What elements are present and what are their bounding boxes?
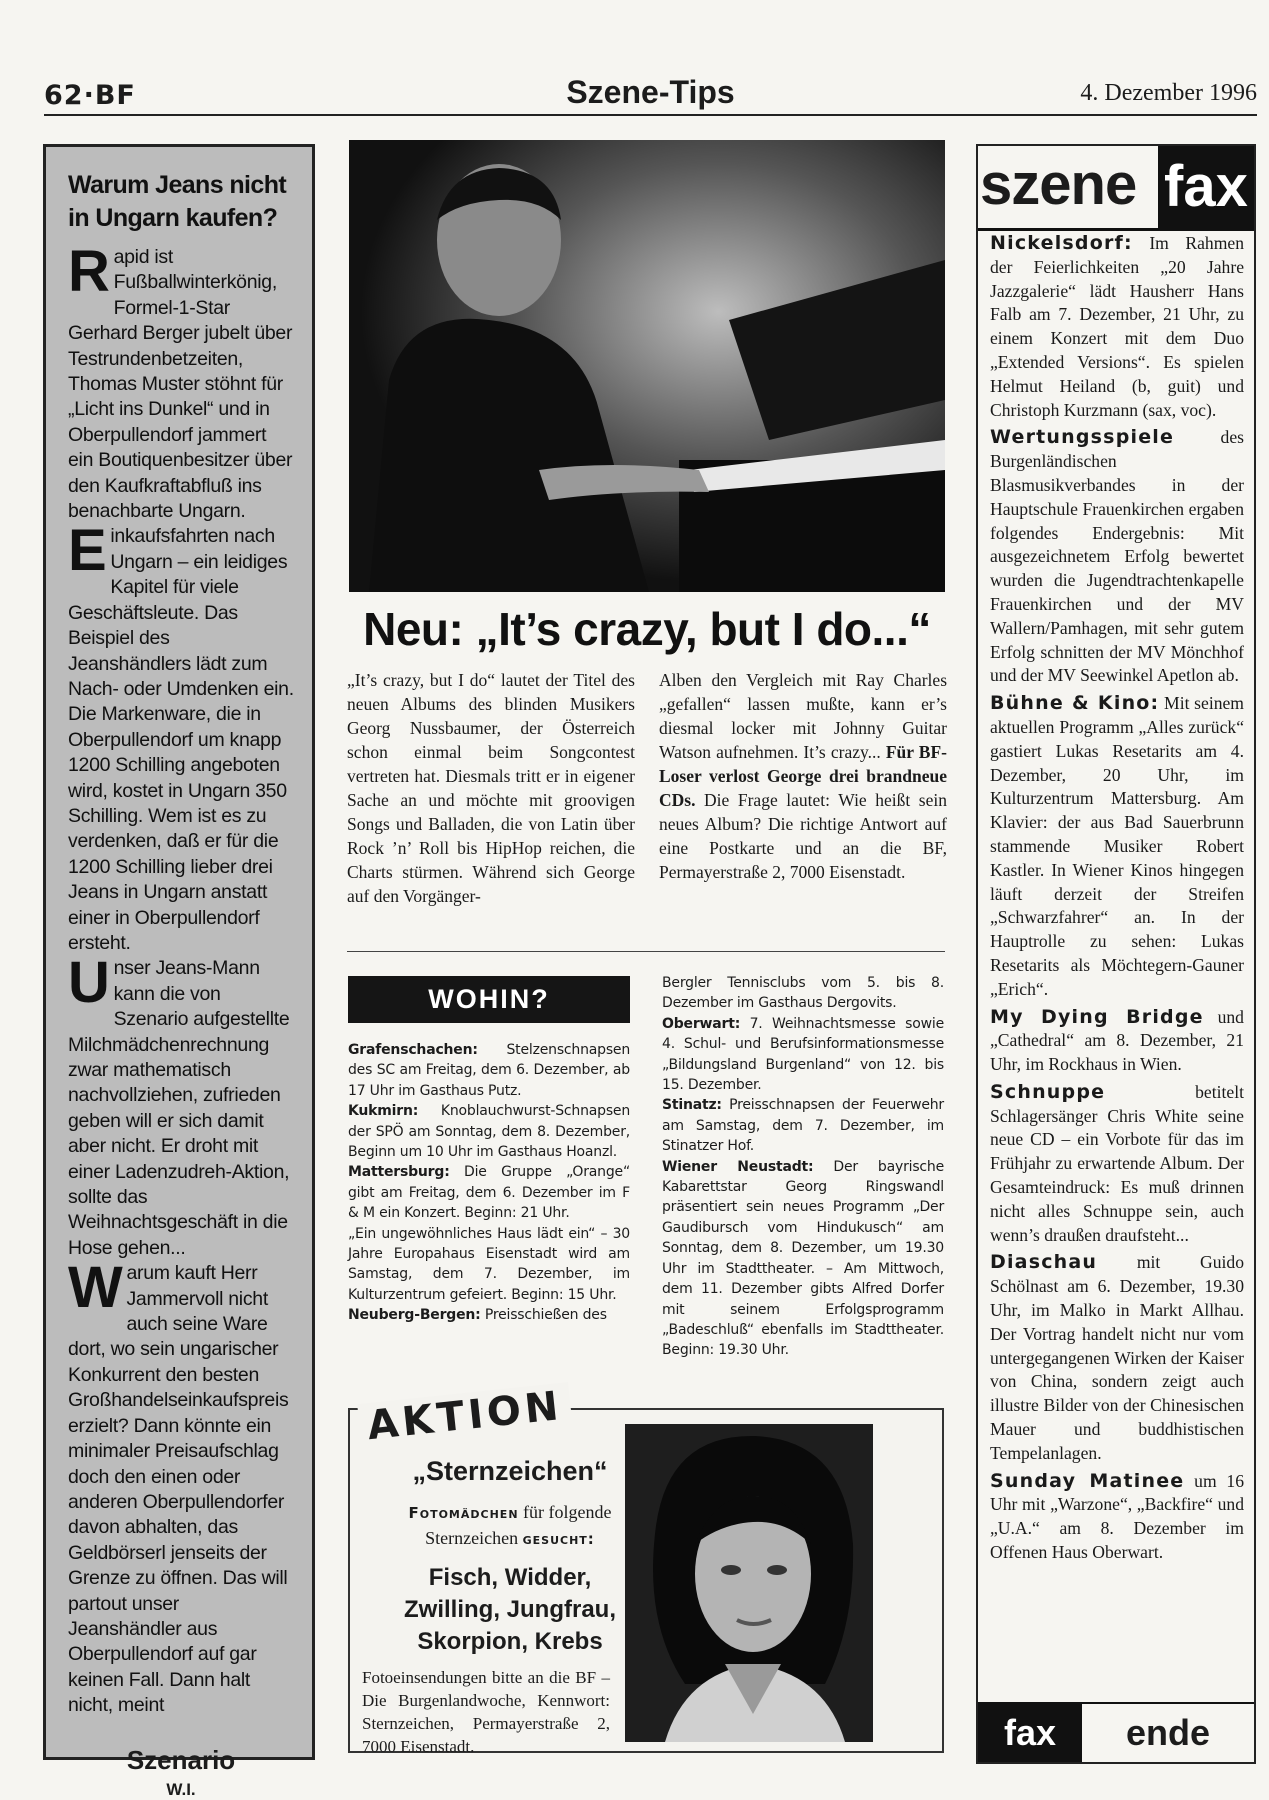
event-item: Kukmirn: Knoblauchwurst-Schnapsen der SPÖ am Sonntag, dem 8. Dezember, Beginn um 10 Uhr im Gasthaus Hoanzl. [348,1103,630,1161]
event-item: „Ein ungewöhnliches Haus lädt ein“ – 30 Jahre Europahaus Eisenstadt wird am Samstag, dem 7. Dezember, im Kulturzentrum gefeiert. Beginn: 15 Uhr. [348,1225,630,1303]
drop-cap: R [68,239,110,304]
fax-item: Wertungsspiele des Burgenländischen Blasmusikverbandes in der Hauptschule Frauenkirchen ergaben folgendes Endergebnis: Mit ausgezeichnetem Erfolg bewertet wurden die Jugendtrachtenkapelle Frauenkirchen und der MV Wallern/Pamhagen, mit sehr gutem Erfolg schnitten der MV Mönchhof und der MV Seewinkel Apetlon ab. [990,426,1244,686]
aktion-subtitle: „Sternzeichen“ [412,1456,608,1486]
wohin-column-2 [662,973,944,1361]
commentary-column [43,144,315,1799]
fax-item: My Dying Bridge und „Cathedral“ am 8. Dezember, 21 Uhr, im Rockhaus in Wien. [990,1005,1244,1075]
szenefax-column [976,144,1256,1764]
divider [347,951,945,952]
zodiac-list: Fisch, Widder, Zwilling, Jungfrau, Skorpion, Krebs [404,1564,616,1655]
commentary-title: Warum Jeans nicht in Ungarn kaufen? [68,171,287,232]
aktion-title: AKTION [357,1382,572,1450]
szenefax-items [990,232,1244,1569]
article-headline: Neu: „It’s crazy, but I do...“ [363,603,931,655]
author-initials: W.I. [166,1779,196,1799]
article-column-1: „It’s crazy, but I do“ lautet der Titel des neuen Albums des blinden Musikers Georg Nussbaumer, der Österreich schon einmal beim Songcontest vertreten hat. Diesmals tritt er in eigener Sache an und möchte mit groovigen Songs und Balladen, die von Latin über Rock ’n’ Roll bis HipHop reichen, die Charts stürmen. Während sich George auf den Vorgänger- [347,670,635,906]
fax-item: Schnuppe betitelt Schlagersänger Chris White seine neue CD – ein Vorbote für das im Frühjahr zu erwartende Album. Der Gesamteindruck: Es muß drinnen nicht alles Schnuppe sein, auch wenn’s draußen draufsteht... [990,1080,1244,1245]
aktion-box [348,1382,944,1756]
fax-item: Sunday Matinee um 16 Uhr mit „Warzone“, „Backfire“ und „U.A.“ am 8. Dezember im Offenen Haus Oberwart. [990,1469,1244,1563]
drop-cap: E [68,518,107,584]
contest-highlight: Für BF-Loser verlost George drei brandneue CDs. [659,742,947,810]
wohin-column-1 [348,1040,630,1326]
issue-date: 4. Dezember 1996 [1080,80,1257,106]
drop-cap: W [68,1255,123,1321]
fax-item: Nickelsdorf: Im Rahmen der Feierlichkeiten „20 Jahre Jazzgalerie“ lädt Hausherr Hans Falb am 7. Dezember, 21 Uhr, zu einem Konzert mit dem Duo „Extended Versions“. Es spielen Helmut Heiland (b, guit) und Christoph Kurzmann (sax, voc). [990,232,1244,420]
page-header [44,74,1257,116]
commentary-paragraph-3: Unser Jeans-Mann kann die von Szenario aufgestellte Milchmädchenrechnung zwar mathematisch nachvollziehen, zufrieden geben will er sich damit aber nicht. Er droht mit einer Ladenzudreh-Aktion, sollte das Weihnachtsgeschäft in die Hose gehen... [68,950,290,1259]
portrait-photo [625,1424,873,1742]
szenefax-logo: szene fax [978,146,1254,231]
event-item: Grafenschachen: Stelzenschnapsen des SC am Freitag, dem 6. Dezember, ab 17 Uhr im Gasthaus Putz. [348,1042,630,1099]
aktion-line-1: Fotomädchen für folgende [408,1502,612,1522]
commentary-paragraph-1: Rapid ist Fußballwinterkönig, Formel-1-Star Gerhard Berger jubelt über Testrundenbetzeiten, Thomas Muster stöhnt für „Licht ins Dunkel“ und in Oberpullendorf jammert ein Boutiquenbesitzer über den Kaufkraftabfluß ins benachbarte Ungarn. [68,239,293,523]
fax-ende-footer: fax ende [978,1702,1254,1762]
signature-block [68,1745,294,1800]
page-number: 62·BF [44,80,136,111]
event-item: Bergler Tennisclubs vom 5. bis 8. Dezember im Gasthaus Dergovits. [662,975,944,1012]
article-column-2: Alben den Vergleich mit Ray Charles „gefallen“ lassen mußte, kann er’s diesmal locker mit Johnny Guitar Watson aufnehmen. It’s crazy... Für BF-Loser verlost George drei brandneue CDs. Die Frage lautet: Wie heißt sein neues Album? Die richtige Antwort auf eine Postkarte und an die BF, Permayerstraße 2, 7000 Eisenstadt. [659,670,947,882]
event-item: Wiener Neustadt: Der bayrische Kabarettstar Georg Ringswandl präsentiert sein neues Programm „Der Gaudibursch vom Hindukusch“ am Sonntag, dem 8. Dezember, um 19.30 Uhr im Stadttheater. – Am Mittwoch, dem 11. Dezember gibts Alfred Dorfer mit seinem Erfolgsprogramm „Badeschluß“ ebenfalls im Stadttheater. Beginn: 19.30 Uhr. [662,1158,944,1359]
section-title: Szene-Tips [566,74,735,110]
event-item: Mattersburg: Die Gruppe „Orange“ gibt am Freitag, dem 6. Dezember im F & M ein Konzert. Beginn: 21 Uhr. [348,1164,630,1222]
commentary-paragraph-2: Einkaufsfahrten nach Ungarn – ein leidiges Kapitel für viele Geschäftsleute. Das Beispiel des Jeanshändlers lädt zum Nach- oder Umdenken ein. Die Markenware, die in Oberpullendorf um knapp 1200 Schilling angeboten wird, kostet in Ungarn 350 Schilling. Wem ist es zu verdenken, daß er für die 1200 Schilling lieber drei Jeans in Ungarn anstatt einer in Oberpullendorf ersteht. [68,518,294,954]
commentary-paragraph-4: Warum kauft Herr Jammervoll nicht auch seine Ware dort, wo sein ungarischer Konkurrent den besten Großhandelseinkaufspreis erzielt? Dann könnte ein minimaler Preisaufschlag doch den einen oder anderen Oberpullendorfer davon abhalten, das Geldbörserl jenseits der Grenze zu öffnen. Das will partout unser Jeanshändler aus Oberpullendorf auf gar keinen Fall. Dann halt nicht, meint [68,1255,289,1717]
pianist-photo [349,140,945,592]
aktion-footer: Fotoeinsendungen bitte an die BF – Die Burgenlandwoche, Kennwort: Sternzeichen, Permayerstraße 2, 7000 Eisenstadt. [362,1668,610,1756]
signature: Szenario [126,1744,236,1775]
fax-item: Diaschau mit Guido Schölnast am 6. Dezember, 19.30 Uhr, im Malko in Markt Allhau. Der Vortrag handelt nicht nur vom untergegangenen Wirken der Kaiser von China, sondern zeigt auch illustre Bilder von der Chinesischen Mauer und buddhistischen Tempelanlagen. [990,1251,1244,1463]
event-item: Neuberg-Bergen: Preisschießen des [348,1307,607,1324]
event-item: Oberwart: 7. Weihnachtsmesse sowie 4. Schul- und Berufsinformationsmesse „Bildungsland Burgenland“ von 12. bis 15. Dezember. [662,1015,944,1094]
wohin-heading: WOHIN? [348,976,630,1023]
drop-cap: U [68,950,110,1016]
aktion-line-2: Sternzeichen gesucht: [425,1528,595,1548]
event-item: Stinatz: Preisschnapsen der Feuerwehr am Samstag, dem 7. Dezember, im Stinatzer Hof. [662,1097,944,1155]
fax-item: Bühne & Kino: Mit seinem aktuellen Programm „Alles zurück“ gastiert Lukas Resetarits am 4. Dezember, 20 Uhr, im Kulturzentrum Mattersburg. Am Klavier: der aus Bad Sauerbrunn stammende Musiker Robert Kastler. In Wiener Kinos hingegen läuft derzeit der Streifen „Schwarzfahrer“ an. In der Hauptrolle zu sehen: Lukas Resetarits als Möchtegern-Gauner „Erich“. [990,692,1244,999]
